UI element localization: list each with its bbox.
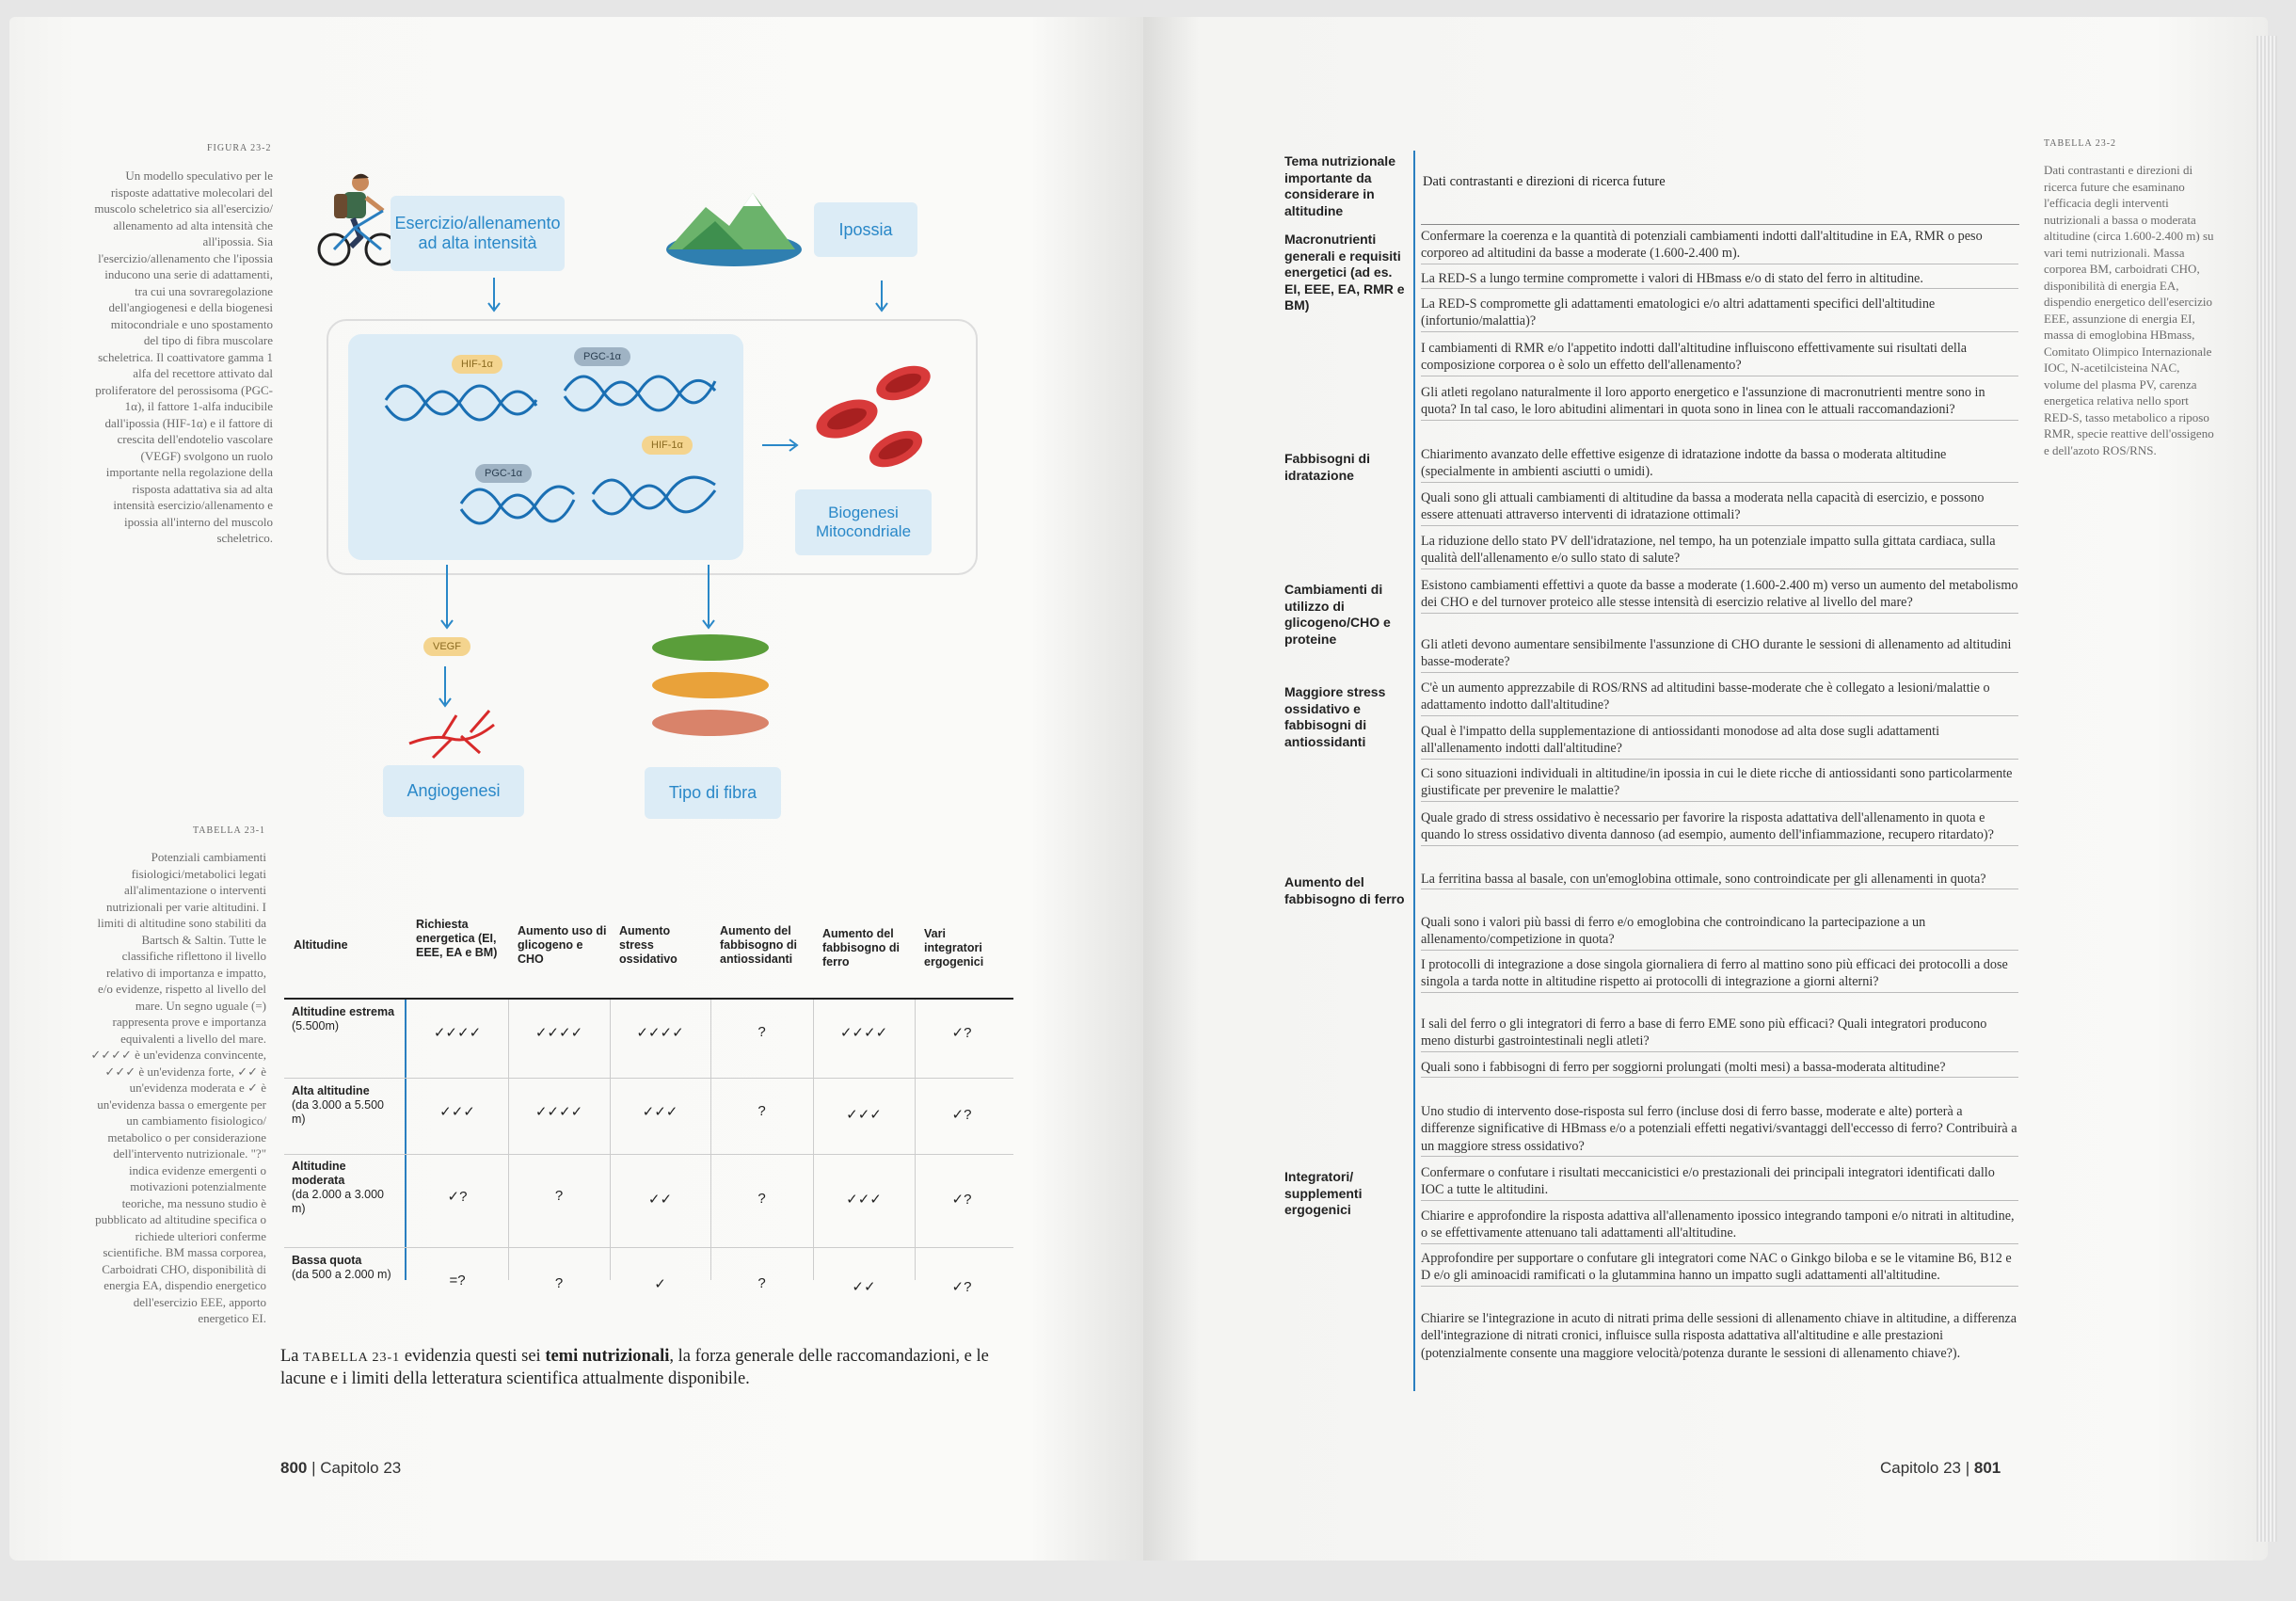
research-item: Uno studio di intervento dose-risposta sul ferro (incluse dosi di ferro basse, moderate e alte) porterà a differenze significative di HBmass e/o a potenziali effetti negativi/svantaggi dell'eccesso di ferro? Contribuirà a un maggiore stress ossidativo? [1421,1103,2018,1157]
col-sep [610,1000,611,1280]
research-item: Chiarimento avanzato delle effettive esigenze di idratazione indotte da bassa o moderata altitudine (specialmente in ambienti asciutti o umidi). [1421,446,2018,483]
table-cell: ✓? [951,1279,972,1295]
research-item: I cambiamenti di RMR e/o l'appetito indotti dall'altitudine influiscono effettivamente sui risultati della composizione corporea o è solo un effetto dell'allenamento? [1421,340,2018,376]
table-cell: ? [757,1103,766,1119]
hif-pill-1: HIF-1α [452,355,502,374]
table-cell: ✓✓✓ [846,1192,882,1208]
row-sep [284,1247,1013,1248]
table2-label: TABELLA 23-2 [2044,138,2117,149]
tema-label: Maggiore stress ossidativo e fabbisogni di antiossidanti [1284,684,1386,749]
row-sep [284,1078,1013,1079]
body-paragraph: La TABELLA 23-1 evidenzia questi sei temi nutrizionali, la forza generale delle raccomandazioni, e le lacune e i limiti della letteratura scientifica attualmente disponibile. [280,1347,989,1388]
research-item: La RED-S a lungo termine compromette i valori di HBmass e/o di stato del ferro in altitudine. [1421,270,2018,289]
table-cell: ✓? [951,1025,972,1041]
mito-box: Biogenesi Mitocondriale [795,489,932,555]
research-item: La riduzione dello stato PV dell'idratazione, nel tempo, ha un potenziale impatto sulla gittata cardiaca, sulla qualità dell'allenamento e/o sullo stato di salute? [1421,533,2018,569]
table-cell: ✓✓ [647,1192,673,1208]
research-item: Approfondire per supportare o confutare gli integratori come NAC o Ginkgo biloba e se le vitamine B6, B12 e D e/o gli aminoacidi ramificati o la glutammina hanno un impatto sugli adattamenti all'altitudine. [1421,1250,2018,1287]
right-header-rule [1421,224,2019,225]
table-row-label: Altitudine moderata (da 2.000 a 3.000 m) [292,1160,384,1215]
figure-caption: Un modello speculativo per le risposte adattative molecolari del muscolo scheletrico sia all'esercizio/ allenamento ad alta intensità che all'ipossia. Sia l'esercizio/allenamento che l'ipossia inducono una serie di adattamenti, tra cui una sovraregolazione dell'angiogenesi e della biogenesi mitocondriale e uno spostamento del tipo di fibra muscolare scheletrica. Il coattivatore gamma 1 alfa del recettore attivato dal proliferatore del perossisoma (PGC-1α), il fattore 1-alfa inducibile dall'ipossia (HIF-1α) e il fattore di crescita dell'endotelio vascolare (VEGF) svolgono un ruolo importante nella regolazione della risposta adattativa sia ad alta intensità esercizio/allenamento e ipossia all'interno del muscolo scheletrico. [94,168,273,545]
header-rule [284,998,1013,1000]
research-item: La ferritina bassa al basale, con un'emoglobina ottimale, sono controindicate per gli allenamenti in quota? [1421,871,2018,889]
tema-label: Cambiamenti di utilizzo di glicogeno/CHO e proteine [1284,582,1391,647]
research-item: I sali del ferro o gli integratori di ferro a base di ferro EME sono più efficaci? Quali integratori producono meno disturbi gastrointestinali negli atleti? [1421,1016,2018,1052]
table-cell: ✓✓✓✓ [636,1025,684,1041]
table-cell: ? [757,1024,766,1040]
table-header: Richiesta energetica (EI, EEE, EA e BM) [416,918,498,959]
research-item: Ci sono situazioni individuali in altitudine/in ipossia in cui le diete ricche di antiossidanti sono particolarmente giustificate per prevenire le malattie? [1421,765,2018,802]
table-cell: ? [554,1188,564,1204]
tema-label: Aumento del fabbisogno di ferro [1284,874,1405,906]
cell-panel [348,334,743,560]
research-item: Quale grado di stress ossidativo è necessario per favorire la risposta adattativa dell'allenamento in quota e quando lo stress ossidativo diventa dannoso (ad esempio, aumento dell'infiammazione, recupero ritardato)? [1421,809,2018,846]
research-item: Quali sono i fabbisogni di ferro per soggiorni prolungati (molti mesi) a bassa-moderata altitudine? [1421,1059,2018,1078]
right-footer: Capitolo 23 | 801 [1880,1459,2001,1477]
research-item: Qual è l'impatto della supplementazione di antiossidanti monodose ad alta dose sugli adattamenti all'allenamento indotti dall'altitudine? [1421,723,2018,760]
table-cell: ✓✓✓ [846,1107,882,1123]
table1-label: TABELLA 23-1 [193,825,266,836]
pgc-pill-2: PGC-1α [475,464,532,483]
table-header: Aumento uso di glicogeno e CHO [518,924,607,966]
research-item: La RED-S compromette gli adattamenti ematologici e/o altri adattamenti specifici dell'altitudine (infortunio/malattia)? [1421,296,2018,332]
table-header: Aumento del fabbisogno di ferro [822,927,900,969]
table-cell: ? [554,1275,564,1291]
table-cell: ✓ [654,1276,666,1292]
research-item: Confermare la coerenza e la quantità di potenziali cambiamenti indotti dall'altitudine in EA, RMR o peso corporeo ad altitudini da basse a moderate (1.600-2.400 m). [1421,228,2018,264]
figure-diagram [315,169,983,819]
hypoxia-box: Ipossia [814,202,917,257]
tema-label: Fabbisogni di idratazione [1284,451,1370,483]
angio-box: Angiogenesi [383,765,524,817]
fiber-box: Tipo di fibra [645,767,781,819]
table-cell: ✓✓✓ [439,1104,475,1120]
muscle-fiber-icon [649,631,772,744]
col-sep [508,1000,509,1280]
hif-pill-2: HIF-1α [642,436,693,455]
research-item: Quali sono gli attuali cambiamenti di altitudine da bassa a moderata nella capacità di esercizio, e possono essere attenuati attraverso interventi di idratazione ottimali? [1421,489,2018,526]
research-item: Chiarire e approfondire la risposta adattiva all'allenamento ipossico integrando tamponi e/o nitrati in altitudine, o se effettivamente attenuano tali adattamenti all'altitudine. [1421,1208,2018,1244]
figure-label: FIGURA 23-2 [207,143,272,153]
angiogenesis-icon [405,706,499,762]
table-cell: ✓? [951,1107,972,1123]
row-sep [284,1154,1013,1155]
table-cell: ✓? [447,1189,468,1205]
vegf-pill: VEGF [423,637,470,656]
research-item: I protocolli di integrazione a dose singola giornaliera di ferro al mattino sono più efficaci dei protocolli a dose singola a tarda notte in altitudine rispetto ai protocolli di integrazione a giorni alterni? [1421,956,2018,993]
table-row-label: Altitudine estrema (5.500m) [292,1005,395,1033]
research-item: Chiarire se l'integrazione in acuto di nitrati prima delle sessioni di allenamento chiave in altitudine, a differenza dell'integrazione di nitrati cronici, influisce sulla risposta adattativa all'altitudine e alle prestazioni (potenzialmente consente una maggiore velocità/potenza durante le sessioni di allenamento chiave?). [1421,1311,2017,1361]
research-item: C'è un aumento apprezzabile di ROS/RNS ad altitudini basse-moderate che è collegato a lesioni/malattie o adattamento indotto dall'altitudine? [1421,680,2018,716]
tema-label: Integratori/ supplementi ergogenici [1284,1169,1363,1217]
table-cell: =? [449,1273,466,1289]
table-cell: ✓✓ [852,1279,876,1295]
research-item: Esistono cambiamenti effettivi a quote da basse a moderate (1.600-2.400 m) verso un aumento del metabolismo dei CHO e del turnover proteico alle stesse intensità di esercizio relative al livello del mare? [1421,577,2018,614]
table2-caption: Dati contrastanti e direzioni di ricerca future che esaminano l'efficacia degli interventi nutrizionali a bassa o moderata altitudine (circa 1.600-2.400 m) su vari temi nutrizionali. Massa corporea BM, carboidrati CHO, disponibilità di energia EA, dispendio energetico dell'esercizio EEE, assunzione di energia EI, massa di emoglobina HBmass, Comitato Olimpico Internazionale IOC, N-acetilcisteina NAC, volume del plasma PV, carenza energetica relativa nello sport RED-S, tasso metabolico a riposo RMR, specie reattive dell'ossigeno e dell'azoto ROS/RNS. [2044,163,2214,457]
table-rule-blue [405,1000,407,1280]
table-header: Vari integratori ergogenici [924,927,984,969]
table-header: Aumento stress ossidativo [619,924,678,966]
table-cell: ✓✓✓✓ [839,1025,888,1041]
tema-label: Macronutrienti generali e requisiti energetici (ad es. EI, EEE, EA, RMR e BM) [1284,232,1405,312]
table-row-label: Alta altitudine (da 3.000 a 5.500 m) [292,1084,384,1126]
col-sep [710,1000,711,1280]
table-cell: ✓✓✓ [642,1104,678,1120]
table-cell: ✓✓✓✓ [534,1104,583,1120]
mitochondria-icon [809,362,941,475]
col-sep [813,1000,814,1280]
table-cell: ✓? [951,1192,972,1208]
pgc-pill-1: PGC-1α [574,347,630,366]
table-header-tema: Tema nutrizionale importante da considerare in altitudine [1284,153,1395,218]
table-cell: ✓✓✓✓ [433,1025,482,1041]
research-item: Gli atleti regolano naturalmente il loro apporto energetico e l'assunzione di macronutrienti mentre sono in quota? In tal caso, le loro abitudini alimentari in quota sono in linea con le attuali raccomandazioni? [1421,384,2018,421]
table-cell: ✓✓✓✓ [534,1025,583,1041]
research-item: Confermare o confutare i risultati meccanicistici e/o prestazionali dei principali integratori identificati dallo IOC a tutte le altitudini. [1421,1164,2018,1201]
table-header: Altitudine [294,938,348,952]
left-footer: 800 | Capitolo 23 [280,1459,402,1477]
page-edge [2256,36,2277,1542]
table-cell: ? [757,1191,766,1207]
table-header-data: Dati contrastanti e direzioni di ricerca future [1423,174,1666,189]
right-table-rule [1413,151,1415,1391]
exercise-box: Esercizio/allenamento ad alta intensità [391,196,565,271]
table1-caption: Potenziali cambiamenti fisiologici/metabolici legati all'alimentazione o interventi nutrizionali per varie altitudini. I limiti di altitudine sono stabiliti da Bartsch & Saltin. Tutte le classifiche riflettono il livello relativo di importanza e impatto, e/o evidenze, rispetto al livello del mare. Un segno uguale (=) rappresenta prove e importanza equivalenti a livello del mare. ✓✓✓✓ è un'evidenza convincente, ✓✓✓ è un'evidenza forte, ✓✓ è un'evidenza moderata e ✓ è un'evidenza bassa o emergente per un cambiamento fisiologico/ metabolico o per considerazione dell'intervento nutrizionale. "?" indica evidenze emergenti o motivazioni potenzialmente teoriche, ma nessuno studio è pubblicato ad altitudine specifica o richiede ulteriori conferme scientifiche. BM massa corporea, Carboidrati CHO, disponibilità di energia EA, dispendio energetico dell'esercizio EEE, apporto energetico EI. [90,850,266,1325]
research-item: Quali sono i valori più bassi di ferro e/o emoglobina che controindicano la partecipazione a un allenamento/competizione in quota? [1421,914,2018,951]
table-header: Aumento del fabbisogno di antiossidanti [720,924,797,966]
table-row-label: Bassa quota (da 500 a 2.000 m) [292,1254,391,1281]
table-cell: ? [757,1275,766,1291]
col-sep [915,1000,916,1280]
research-item: Gli atleti devono aumentare sensibilmente l'assunzione di CHO durante le sessioni di allenamento ad altitudini basse-moderate? [1421,636,2018,673]
